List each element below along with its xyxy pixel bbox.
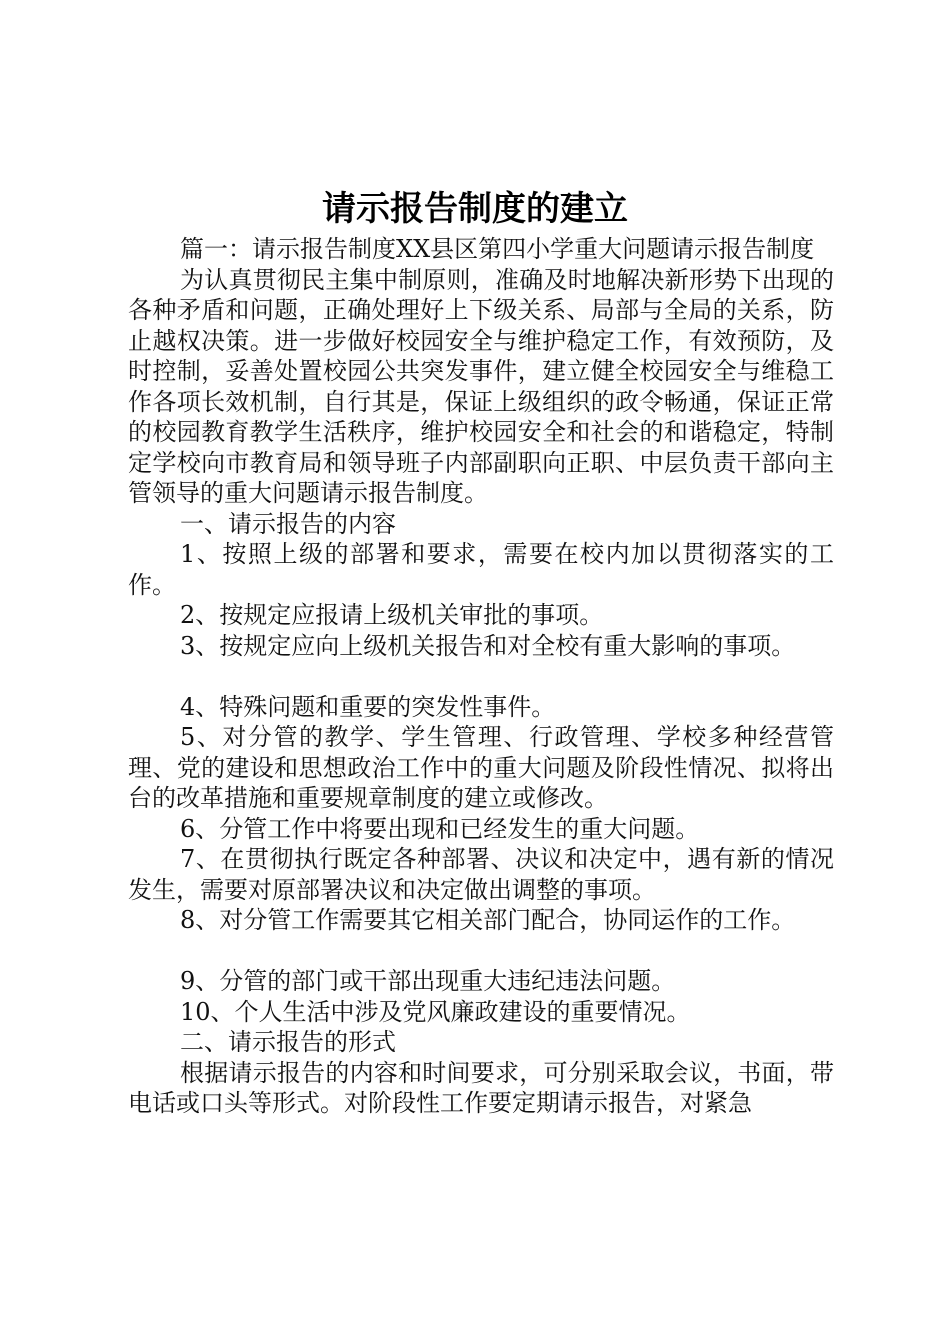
paragraph-form-description: 根据请示报告的内容和时间要求，可分别采取会议，书面，带电话或口头等形式。对阶段性工作要定期请示报告，对紧急 xyxy=(128,1058,834,1117)
paragraph-intro: 为认真贯彻民主集中制原则，准确及时地解决新形势下出现的各种矛盾和问题，正确处理好上下级关系、局部与全局的关系，防止越权决策。进一步做好校园安全与维护稳定工作，有效预防，及时控制，妥善处置校园公共突发事件，建立健全校园安全与维稳工作各项长效机制，自行其是，保证上级组织的政令畅通，保证正常的校园教育教学生活秩序，维护校园安全和社会的和谐稳定，特制定学校向市教育局和领导班子内部副职向正职、中层负责干部向主管领导的重大问题请示报告制度。 xyxy=(128,265,834,507)
list-item-3: 3、按规定应向上级机关报告和对全校有重大影响的事项。 xyxy=(180,631,796,660)
list-item-8: 8、对分管工作需要其它相关部门配合，协同运作的工作。 xyxy=(180,906,796,934)
list-item-9: 9、分管的部门或干部出现重大违纪违法问题。 xyxy=(180,967,676,995)
list-item-1: 1、按照上级的部署和要求，需要在校内加以贯彻落实的工作。 xyxy=(128,540,834,599)
document-title: 请示报告制度的建立 xyxy=(322,189,628,229)
list-item-5: 5、对分管的教学、学生管理、行政管理、学校多种经营管理、党的建设和思想政治工作中的重大问题及阶段性情况、拟将出台的改革措施和重要规章制度的建立或修改。 xyxy=(128,723,834,812)
list-item-4: 4、特殊问题和重要的突发性事件。 xyxy=(180,692,556,721)
section-heading-form: 二、请示报告的形式 xyxy=(180,1028,396,1056)
list-item-10: 10、个人生活中涉及党风廉政建设的重要情况。 xyxy=(180,997,691,1026)
list-item-2: 2、按规定应报请上级机关审批的事项。 xyxy=(180,601,604,629)
paragraph-heading-part-one: 篇一：请示报告制度XX县区第四小学重大问题请示报告制度 xyxy=(180,235,815,263)
section-heading-content: 一、请示报告的内容 xyxy=(180,509,396,538)
list-item-6: 6、分管工作中将要出现和已经发生的重大问题。 xyxy=(180,814,700,843)
list-item-7: 7、在贯彻执行既定各种部署、决议和决定中，遇有新的情况发生，需要对原部署决议和决定做出调整的事项。 xyxy=(128,845,834,904)
document-body xyxy=(128,234,834,1119)
